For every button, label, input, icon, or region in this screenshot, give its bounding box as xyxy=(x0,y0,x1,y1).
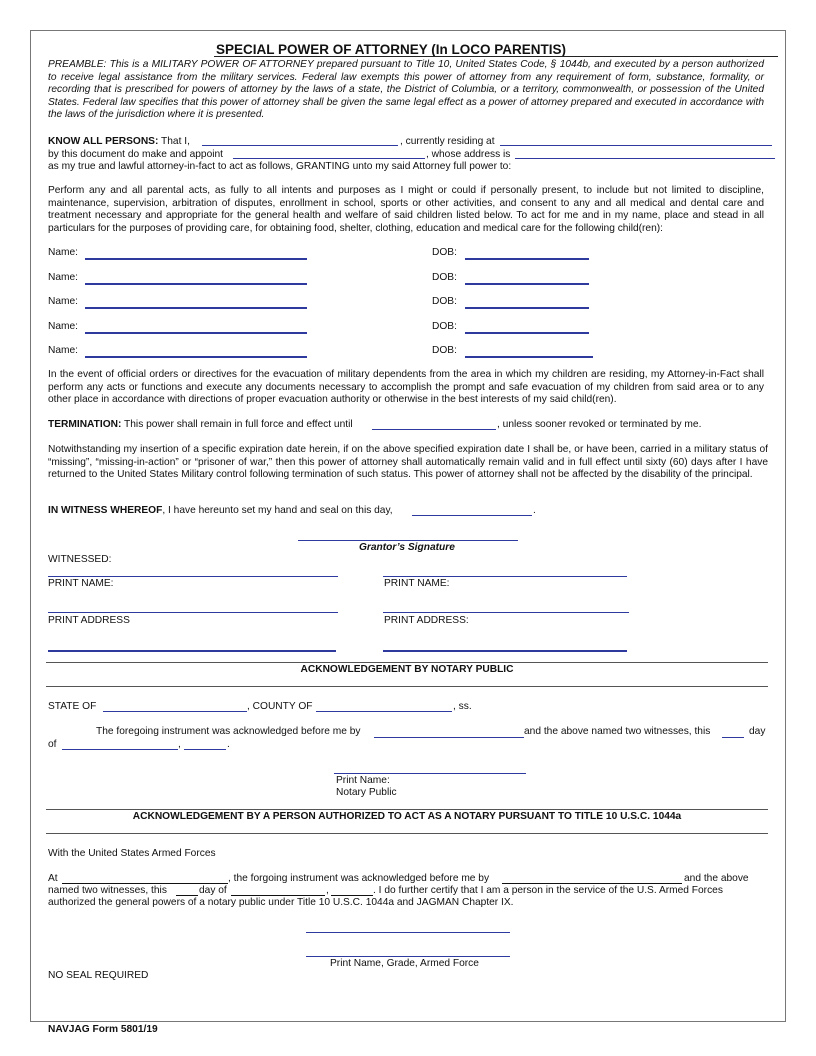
by-document-text: by this document do make and appoint xyxy=(48,149,223,160)
day-label: day xyxy=(749,726,766,737)
know-all-persons-lead: KNOW ALL PERSONS: xyxy=(48,136,159,147)
witness2-signature-field[interactable] xyxy=(383,576,627,577)
at-label: At xyxy=(48,873,58,884)
grantor-signature-label: Grantor’s Signature xyxy=(359,542,455,553)
child-dob-label: DOB: xyxy=(432,321,457,332)
that-i-text: That I, xyxy=(161,136,190,147)
witness1-print-name-field[interactable] xyxy=(48,612,338,613)
child-name-field[interactable] xyxy=(85,283,307,285)
notary-heading: ACKNOWLEDGEMENT BY NOTARY PUBLIC xyxy=(300,664,514,675)
location-field[interactable] xyxy=(62,883,228,884)
forgoing-text: , the forgoing instrument was acknowledged before me by xyxy=(228,873,490,884)
termination-text: This power shall remain in full force and effect until xyxy=(124,419,353,430)
county-of-label: , COUNTY OF xyxy=(247,701,313,712)
notary-bottom-rule xyxy=(46,686,768,687)
witness1-address-field[interactable] xyxy=(48,650,336,652)
acknowledged-by-field[interactable] xyxy=(374,737,524,738)
no-seal-label: NO SEAL REQUIRED xyxy=(48,970,149,981)
named-two-text: named two witnesses, this xyxy=(48,885,167,896)
notary-top-rule xyxy=(46,662,768,663)
mil-comma: , xyxy=(326,885,329,896)
attorney-name-field[interactable] xyxy=(233,158,425,159)
witness2-print-name-label: PRINT NAME: xyxy=(384,578,450,589)
witness-whereof-period: . xyxy=(533,505,536,516)
grantor-address-field[interactable] xyxy=(500,145,772,146)
child-dob-label: DOB: xyxy=(432,296,457,307)
termination-date-field[interactable] xyxy=(372,429,496,430)
certify-text: . I do further certify that I am a person in the service of the U.S. Armed Forces xyxy=(373,885,723,896)
military-notary-heading: ACKNOWLEDGEMENT BY A PERSON AUTHORIZED TO ACT AS A NOTARY PURSUANT TO TITLE 10 U.S.C. 1044a xyxy=(132,811,682,822)
notary-comma: , xyxy=(178,739,181,750)
evacuation-paragraph: In the event of official orders or directives for the evacuation of military dependents from the area in which my children are residing, my Attorney-in-Fact shall perform any acts or functions and execute any documents necessary to accomplish the prompt and safe evacuation of my children from said area or to any other place in accordance with directions of proper evacuation authority or otherwise in the best interests of my said child(ren). xyxy=(48,369,764,406)
grantor-signature-field[interactable] xyxy=(298,540,518,541)
mil-year-field[interactable] xyxy=(331,895,373,896)
state-field[interactable] xyxy=(103,711,247,712)
know-all-persons-line xyxy=(48,136,190,147)
notary-print-name-label: Print Name: xyxy=(336,775,390,786)
witnessed-label: WITNESSED: xyxy=(48,554,112,565)
document-title: SPECIAL POWER OF ATTORNEY (In LOCO PARENTIS) xyxy=(216,42,567,57)
day-of-text: day of xyxy=(199,885,227,896)
authorized-text: authorized the general powers of a notary public under Title 10 U.S.C. 1044a and JAGMAN Chapter IX. xyxy=(48,897,514,908)
child-dob-label: DOB: xyxy=(432,247,457,258)
and-above-named-text: and the above named two witnesses, this xyxy=(524,726,711,737)
notary-signature-field[interactable] xyxy=(334,773,526,774)
witness2-address-field[interactable] xyxy=(383,650,627,652)
notary-public-label: Notary Public xyxy=(336,787,397,798)
termination-tail: , unless sooner revoked or terminated by me. xyxy=(497,419,702,430)
child-dob-field[interactable] xyxy=(465,356,593,358)
currently-residing-text: , currently residing at xyxy=(400,136,495,147)
mil-and-above-text: and the above xyxy=(684,873,749,884)
witness-whereof-line xyxy=(48,505,393,516)
termination-line xyxy=(48,419,353,430)
notwithstanding-paragraph: Notwithstanding my insertion of a specific expiration date herein, if on the above specified expiration date I shall be, or have been, carried in a military status of “missing”, “missing-in-action” or “prisoner of war,” then this power of attorney shall automatically remain valid and in full effect until sixty (60) days after I have returned to the United States Military control following termination of such status. This power of attorney shall not be affected by the disability of the principal. xyxy=(48,444,768,481)
mil-day-field[interactable] xyxy=(176,895,198,896)
military-notary-bottom-rule xyxy=(46,833,768,834)
state-of-label: STATE OF xyxy=(48,701,97,712)
ss-label: , ss. xyxy=(453,701,472,712)
with-armed-forces-text: With the United States Armed Forces xyxy=(48,848,216,859)
witness-whereof-text: , I have hereunto set my hand and seal on this day, xyxy=(162,505,393,516)
whose-address-text: , whose address is xyxy=(426,149,511,160)
attorney-address-field[interactable] xyxy=(515,158,775,159)
child-dob-label: DOB: xyxy=(432,272,457,283)
of-label: of xyxy=(48,739,57,750)
child-name-label: Name: xyxy=(48,321,79,332)
mil-notary-name-field[interactable] xyxy=(306,956,510,957)
child-dob-label: DOB: xyxy=(432,345,457,356)
as-my-attorney-text: as my true and lawful attorney-in-fact to act as follows, GRANTING unto my said Attorney full power to: xyxy=(48,161,512,172)
mil-acknowledged-by-field[interactable] xyxy=(502,883,682,884)
child-name-label: Name: xyxy=(48,296,79,307)
witness1-signature-field[interactable] xyxy=(48,576,338,577)
county-field[interactable] xyxy=(316,711,452,712)
witness1-print-name-label: PRINT NAME: xyxy=(48,578,114,589)
preamble: PREAMBLE: This is a MILITARY POWER OF ATTORNEY prepared pursuant to Title 10, United States Code, § 1044b, and executed by a person authorized to receive legal assistance from the military services. Federal law exempts this power of attorney from any requirement of form, substance, formality, or recording that is prescribed for powers of attorney by the laws of a state, the District of Columbia, or a territory, commonwealth, or possession of the United States. Federal law specifies that this power of attorney shall be given the same legal effect as a power of attorney prepared and executed in accordance with the laws of the jurisdiction where it is presented. xyxy=(48,59,764,121)
child-dob-field[interactable] xyxy=(465,307,589,309)
child-dob-field[interactable] xyxy=(465,283,589,285)
child-name-field[interactable] xyxy=(85,258,307,260)
notary-period: . xyxy=(227,739,230,750)
witness-whereof-lead: IN WITNESS WHEREOF xyxy=(48,505,163,516)
child-name-field[interactable] xyxy=(85,332,307,334)
child-name-label: Name: xyxy=(48,247,79,258)
child-name-label: Name: xyxy=(48,345,79,356)
military-notary-top-rule xyxy=(46,809,768,810)
form-number: NAVJAG Form 5801/19 xyxy=(48,1024,158,1035)
termination-lead: TERMINATION: xyxy=(48,419,122,430)
notary-year-field[interactable] xyxy=(184,749,226,750)
foregoing-text: The foregoing instrument was acknowledged before me by xyxy=(96,726,361,737)
print-name-grade-label: Print Name, Grade, Armed Force xyxy=(330,958,479,969)
witness-date-field[interactable] xyxy=(412,515,532,516)
witness2-print-address-label: PRINT ADDRESS: xyxy=(384,615,469,626)
notary-day-field[interactable] xyxy=(722,737,744,738)
witness2-print-name-field[interactable] xyxy=(383,612,629,613)
grantor-name-field[interactable] xyxy=(202,145,398,146)
child-name-field[interactable] xyxy=(85,356,307,358)
notary-month-field[interactable] xyxy=(62,749,178,750)
perform-paragraph: Perform any and all parental acts, as fully to all intents and purposes as I might or could if personally present, to include but not limited to discipline, maintenance, supervision, arbitration of disputes, enrollment in school, sports or other activities, and consent to any and all medical and dental care and treatment necessary and appropriate for the general health and welfare of said children listed below. To act for me and in my name, place and stead in all particulars for the purposes of providing care, for obtaining food, shelter, clothing, education and medical care for the following child(ren): xyxy=(48,185,764,234)
title-underline xyxy=(214,56,778,57)
mil-month-field[interactable] xyxy=(231,895,325,896)
mil-notary-signature-field[interactable] xyxy=(306,932,510,933)
witness1-print-address-label: PRINT ADDRESS xyxy=(48,615,130,626)
child-name-field[interactable] xyxy=(85,307,307,309)
child-dob-field[interactable] xyxy=(465,332,589,334)
child-dob-field[interactable] xyxy=(465,258,589,260)
child-name-label: Name: xyxy=(48,272,79,283)
